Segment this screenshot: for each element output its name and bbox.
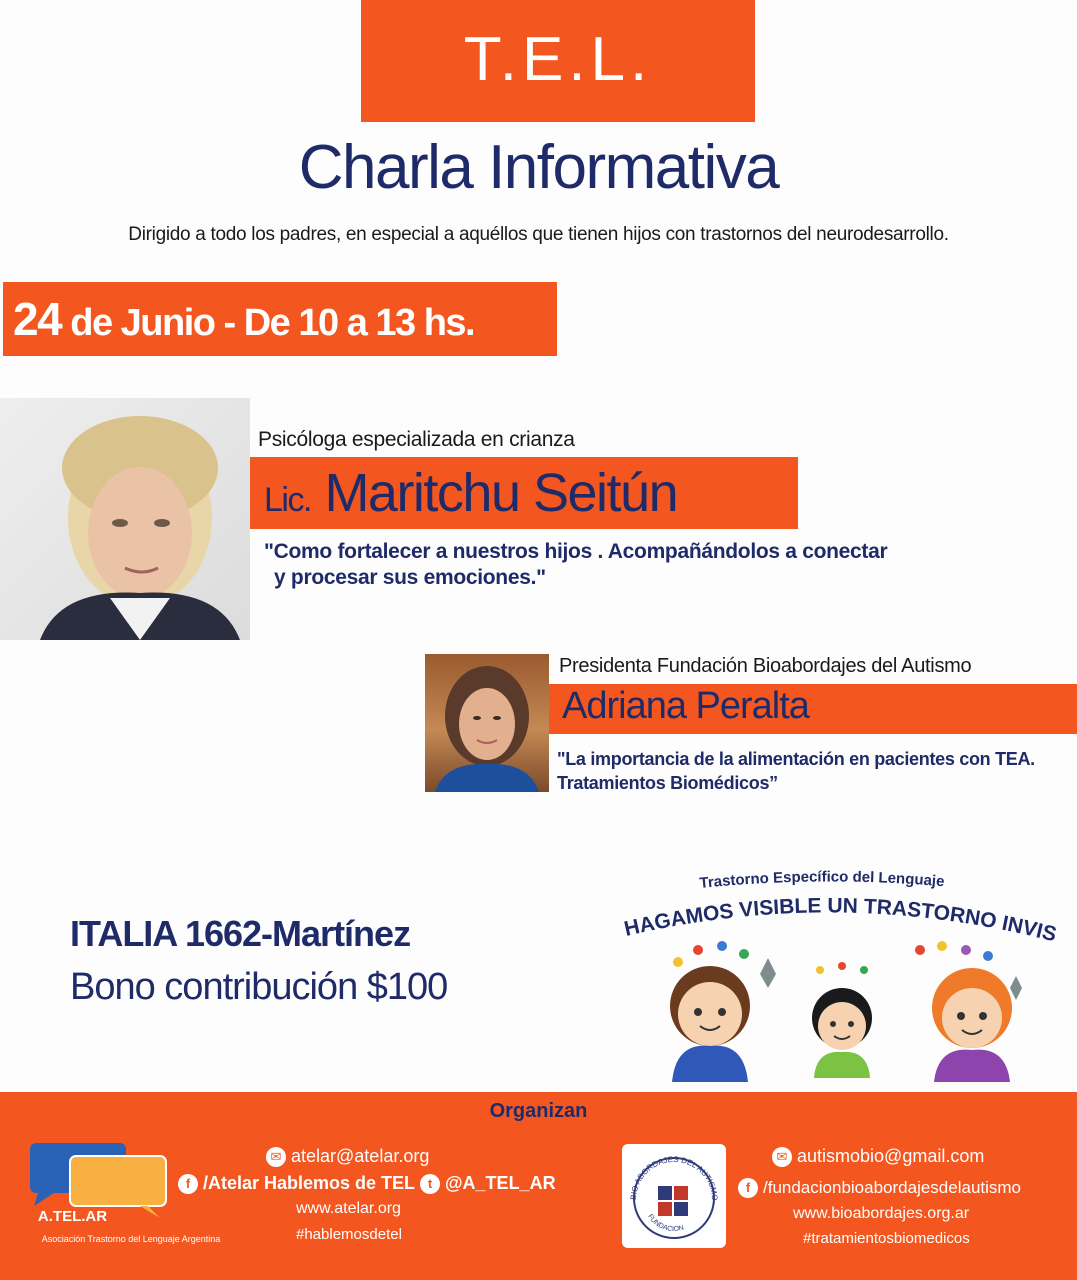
speaker2-role: Presidenta Fundación Bioabordajes del Autismo xyxy=(559,655,972,677)
bio-facebook-text: /fundacionbioabordajesdelautismo xyxy=(763,1178,1022,1197)
speaker1-role: Psicóloga especializada en crianza xyxy=(258,428,575,451)
atelar-hashtag: #hablemosdetel xyxy=(296,1226,402,1243)
speaker1-talk-line2: y procesar sus emociones." xyxy=(274,566,546,589)
speaker1-name xyxy=(264,462,677,524)
audience-text: Dirigido a todo los padres, en especial a aquéllos que tienen hijos con trastornos del neurodesarrollo. xyxy=(128,224,949,245)
bioabordajes-logo-bottom: FUNDACION xyxy=(646,1213,685,1234)
date-time: de Junio - De 10 a 13 hs. xyxy=(61,302,475,344)
atelar-facebook-text: /Atelar Hablemos de TEL xyxy=(203,1173,416,1193)
speaker1-talk-line1: "Como fortalecer a nuestros hijos . Acompañándolos a conectar xyxy=(264,540,888,563)
atelar-facebook[interactable] xyxy=(178,1173,415,1194)
twitter-icon: t xyxy=(420,1174,440,1194)
speaker2-name: Adriana Peralta xyxy=(562,685,809,727)
bio-email-text: autismobio@gmail.com xyxy=(797,1146,985,1166)
speaker1-talk xyxy=(264,539,887,591)
speaker1-fullname: Maritchu Seitún xyxy=(324,463,678,523)
mail-icon: ✉ xyxy=(772,1147,792,1167)
speaker2-talk-line2: Tratamientos Biomédicos” xyxy=(557,773,778,793)
speaker-photo-maritchu xyxy=(0,398,250,640)
atelar-logo-text: A.TEL.AR xyxy=(37,1208,108,1225)
bio-web[interactable]: www.bioabordajes.org.ar xyxy=(793,1205,970,1222)
event-fee: Bono contribución $100 xyxy=(70,966,448,1008)
atelar-logo-subtitle: Asociación Trastorno del Lenguaje Argentina xyxy=(41,1234,221,1244)
facebook-icon: f xyxy=(178,1174,198,1194)
event-title: T.E.L. xyxy=(463,25,653,94)
bioabordajes-logo-arc: BIO ABORDAJES DEL AUTISMO xyxy=(628,1154,720,1201)
atelar-email[interactable] xyxy=(266,1146,429,1167)
speaker1-prefix: Lic. xyxy=(264,481,311,519)
atelar-twitter-text: @A_TEL_AR xyxy=(445,1173,556,1193)
atelar-email-text: atelar@atelar.org xyxy=(291,1146,430,1166)
bio-facebook[interactable] xyxy=(738,1178,1021,1198)
atelar-web[interactable]: www.atelar.org xyxy=(296,1200,401,1217)
campaign-top-text: Trastorno Específico del Lenguaje xyxy=(698,868,946,892)
speaker2-talk xyxy=(557,747,1035,795)
bio-hashtag: #tratamientosbiomedicos xyxy=(803,1230,970,1247)
organizers-heading: Organizan xyxy=(489,1100,588,1122)
bioabordajes-logo xyxy=(622,1144,726,1248)
date-day: 24 xyxy=(13,293,62,345)
facebook-icon: f xyxy=(738,1178,758,1198)
title-banner xyxy=(361,0,755,122)
speaker-photo-adriana xyxy=(425,654,549,792)
campaign-graphic xyxy=(620,866,1060,1082)
atelar-twitter[interactable] xyxy=(420,1173,556,1194)
date-banner xyxy=(3,282,557,356)
speaker2-talk-line1: "La importancia de la alimentación en pacientes con TEA. xyxy=(557,749,1035,769)
event-subtitle: Charla Informativa xyxy=(298,133,779,202)
mail-icon: ✉ xyxy=(266,1147,286,1167)
campaign-main-text: HAGAMOS VISIBLE UN TRASTORNO INVIS xyxy=(622,894,1059,947)
bio-email[interactable] xyxy=(772,1146,984,1167)
event-address: ITALIA 1662-Martínez xyxy=(70,913,411,954)
